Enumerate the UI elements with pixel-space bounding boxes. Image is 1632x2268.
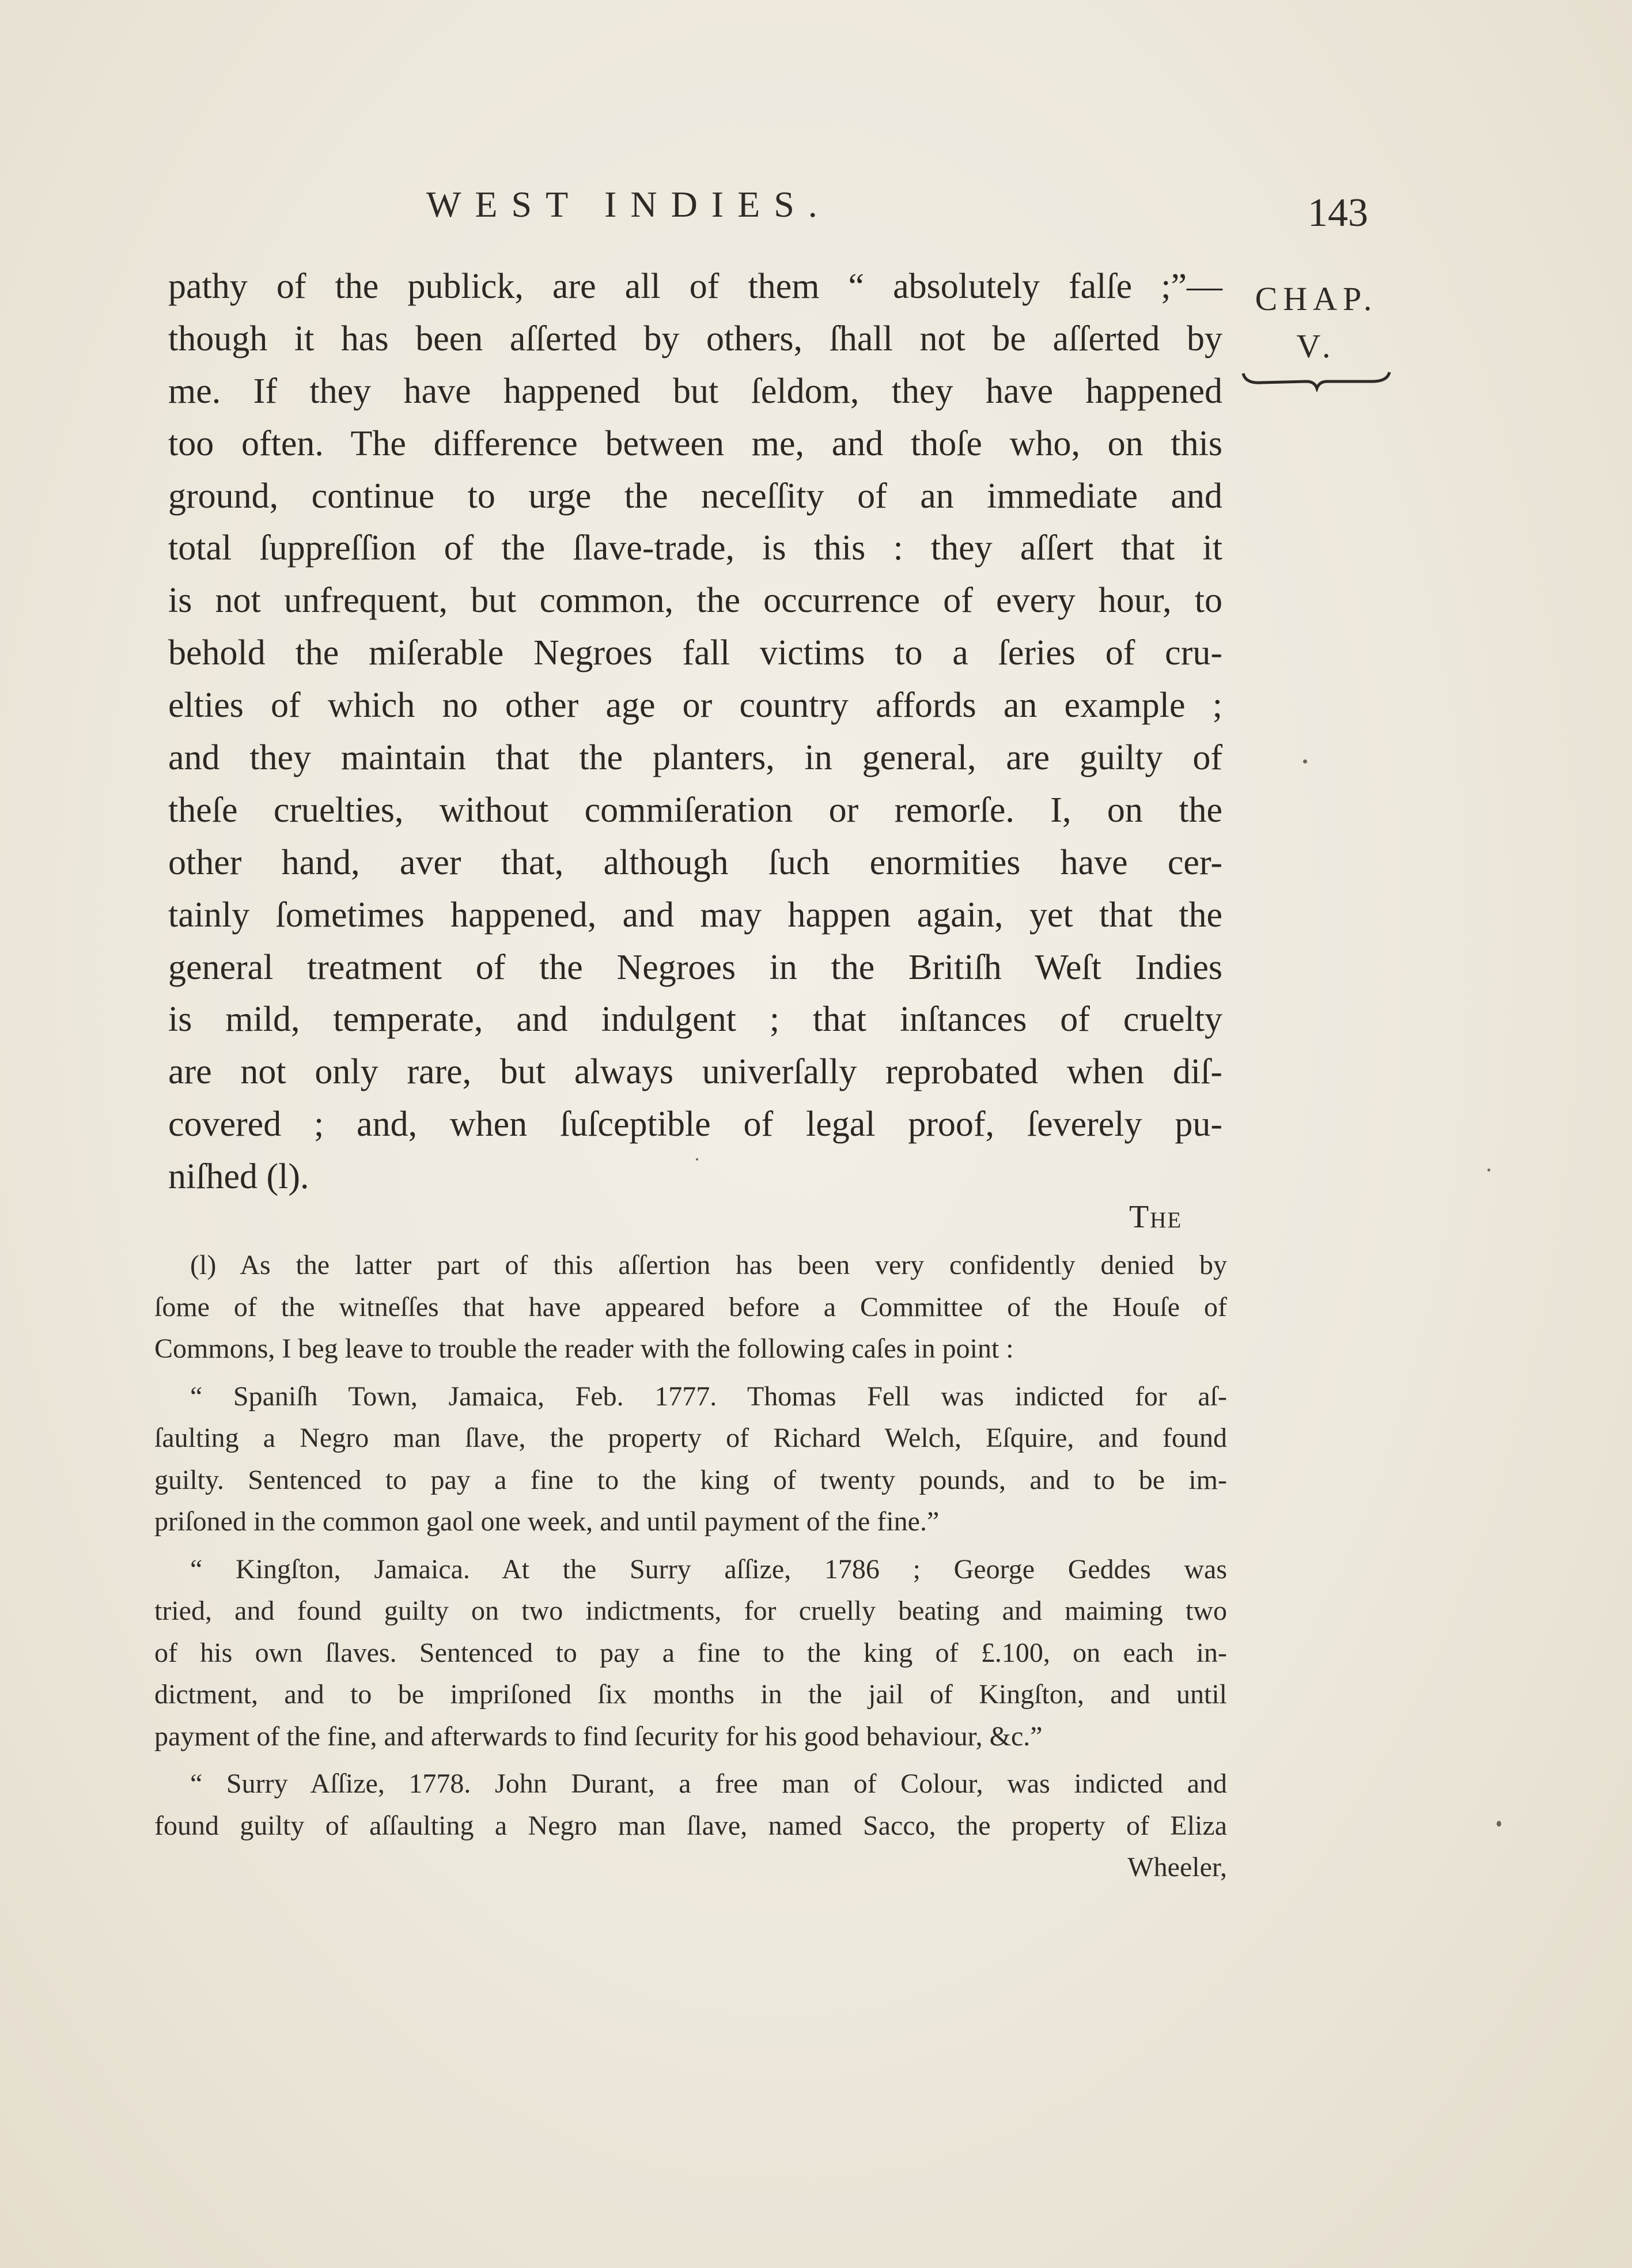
footnote-line: ſaulting a Negro man ſlave, the property of Richard Welch, Eſquire, and found bbox=[154, 1423, 1227, 1453]
catchword: The bbox=[1129, 1199, 1183, 1235]
text-line: other hand, aver that, although ſuch enormities have cer- bbox=[168, 842, 1222, 882]
footnote-line: “ Kingſton, Jamaica. At the Surry aſſize, 1786 ; George Geddes was bbox=[190, 1553, 1227, 1585]
text-line: too often. The difference between me, and thoſe who, on this bbox=[168, 424, 1222, 463]
text-line: elties of which no other age or country affords an example ; bbox=[168, 686, 1222, 725]
footnote-line: guilty. Sentenced to pay a fine to the king of twenty pounds, and to be im- bbox=[154, 1464, 1227, 1495]
chapter-marker bbox=[1244, 275, 1388, 370]
text-line: total ſuppreſſion of the ſlave-trade, is this : they aſſert that it bbox=[168, 528, 1222, 568]
text-line: ground, continue to urge the neceſſity of an immediate and bbox=[168, 476, 1222, 516]
chapter-number: V. bbox=[1296, 327, 1336, 365]
text-line: is not unfrequent, but common, the occurrence of every hour, to bbox=[168, 581, 1222, 621]
paper-speck bbox=[1303, 759, 1307, 763]
text-line: behold the miſerable Negroes fall victims to a ſeries of cru- bbox=[168, 633, 1222, 673]
text-line: covered ; and, when ſuſceptible of legal proof, ſeverely pu- bbox=[168, 1105, 1222, 1144]
text-line: me. If they have happened but ſeldom, they have happened bbox=[168, 371, 1222, 411]
footnote-line: of his own ſlaves. Sentenced to pay a fine to the king of £.100, on each in- bbox=[154, 1637, 1227, 1668]
text-line: is mild, temperate, and indulgent ; that inſtances of cruelty bbox=[168, 1000, 1222, 1040]
running-head: WEST INDIES. bbox=[426, 184, 831, 225]
footnote-line: (l) As the latter part of this aſſertion has been very confidently denied by bbox=[190, 1250, 1227, 1280]
footnote-line: Commons, I beg leave to trouble the reader with the following caſes in point : bbox=[154, 1333, 1014, 1364]
text-line: tainly ſometimes happened, and may happen again, yet that the bbox=[168, 895, 1222, 935]
footnote-line: found guilty of aſſaulting a Negro man ſlave, named Sacco, the property of Eliza bbox=[154, 1810, 1227, 1841]
paper-speck bbox=[696, 1158, 698, 1161]
text-line: and they maintain that the planters, in general, are guilty of bbox=[168, 738, 1222, 778]
footnote bbox=[154, 1245, 1227, 1889]
footnote-line: “ Surry Aſſize, 1778. John Durant, a free man of Colour, was indicted and bbox=[190, 1768, 1227, 1799]
paper-speck bbox=[1497, 1821, 1501, 1827]
paper-speck bbox=[1487, 1169, 1490, 1171]
footnote-line: “ Spaniſh Town, Jamaica, Feb. 1777. Thomas Fell was indicted for aſ- bbox=[190, 1381, 1227, 1412]
text-line: are not only rare, but always univerſally reprobated when diſ- bbox=[168, 1052, 1222, 1092]
text-line: pathy of the publick, are all of them “ absolutely falſe ;”— bbox=[168, 267, 1222, 306]
text-line: niſhed (l). bbox=[168, 1157, 309, 1197]
footnote-line: tried, and found guilty on two indictments, for cruelly beating and maiming two bbox=[154, 1596, 1227, 1626]
main-text bbox=[168, 260, 1222, 1203]
text-line: general treatment of the Negroes in the Britiſh Weſt Indies bbox=[168, 947, 1222, 987]
chapter-brace-icon bbox=[1239, 369, 1394, 392]
chapter-label: CHAP. bbox=[1255, 280, 1378, 317]
footnote-line: ſome of the witneſſes that have appeared before a Committee of the Houſe of bbox=[154, 1291, 1227, 1322]
text-line: theſe cruelties, without commiſeration or remorſe. I, on the bbox=[168, 790, 1222, 830]
footnote-line: Wheeler, bbox=[1127, 1852, 1227, 1883]
page-number: 143 bbox=[1308, 191, 1368, 235]
text-line: though it has been aſſerted by others, ſhall not be aſſerted by bbox=[168, 319, 1222, 358]
footnote-line: payment of the fine, and afterwards to find ſecurity for his good behaviour, &c.” bbox=[154, 1721, 1043, 1752]
footnote-line: dictment, and to be impriſoned ſix months in the jail of Kingſton, and until bbox=[154, 1679, 1227, 1710]
footnote-line: priſoned in the common gaol one week, and until payment of the fine.” bbox=[154, 1506, 940, 1537]
